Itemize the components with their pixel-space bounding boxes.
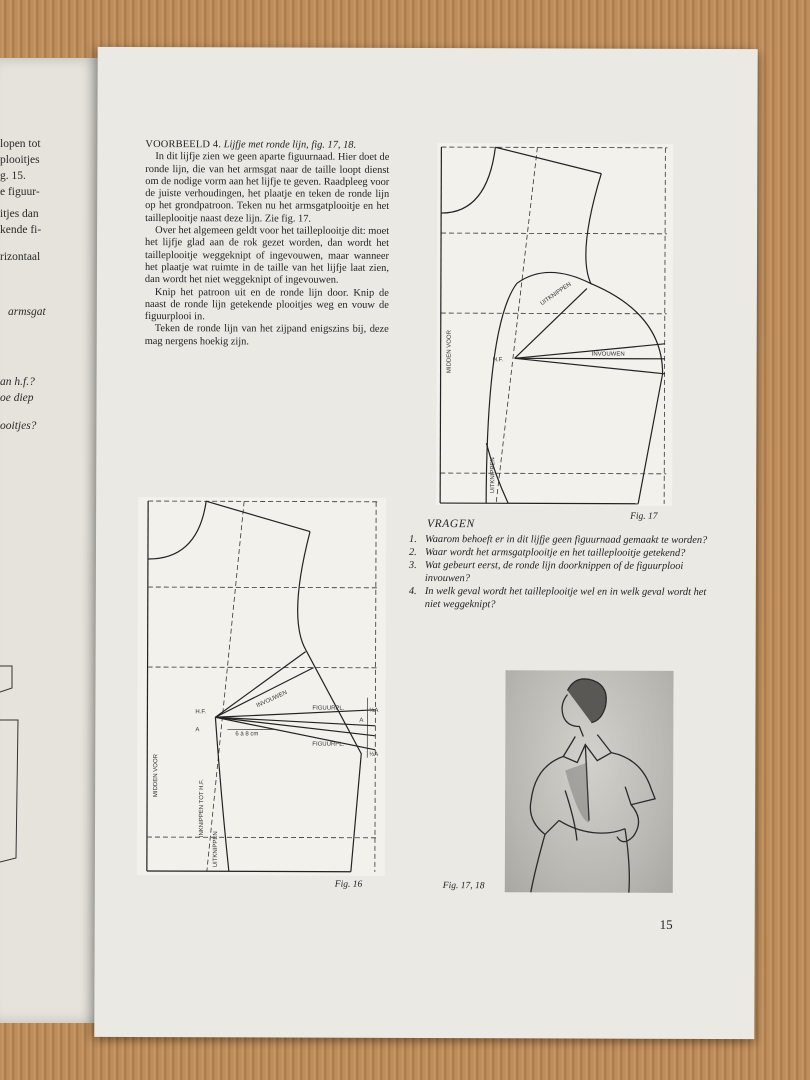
fig16-label: INKNIPPEN TOT H.F. [198,779,206,838]
fig16-label: ½A [369,707,379,714]
fig16-label: MIDDEN VOOR [153,754,160,798]
fig16-caption: Fig. 16 [334,879,363,890]
question-item: 2. Waar wordt het armsgatplooitje en het tailleplooitje getekend? [408,546,686,559]
left-page [0,58,104,1023]
fig17-label: UITKNIPPEN [539,281,573,308]
left-fragment: ooitjes? [0,420,37,432]
left-fragment: an h.f.? [0,376,35,388]
fig16-label: FIGUURPL. [312,705,345,712]
left-fragment: itjes dan [0,208,39,220]
section-heading: VOORBEELD 4. [145,139,222,151]
paragraph: Over het algemeen geldt voor het tailleplooitje dit: moet het lijfje glad aan de rok gezet worden, dan wordt het tailleplooitje weggeknipt of ingevouwen, maar wanneer het plaatje wat ruimte in de taille van het lijfje laat zien, dan wordt het niet weggeknipt of ingevouwen. [144,225,390,286]
left-fragment: lopen tot [0,138,41,150]
left-fragment: rizontaal [0,251,41,263]
left-fragment: oe diep [0,392,34,404]
fig17-label: UITKNIPPEN [490,457,497,494]
left-diagram-fragment [0,658,20,868]
fig17-caption: Fig. 17 [630,511,658,522]
fig16-label: 6 à 8 cm [235,731,259,738]
fig17-label: H.F. [492,357,504,364]
fig16-label: A [359,717,364,724]
left-fragment: armsgat [8,306,46,318]
photo-caption: Fig. 17, 18 [442,881,485,892]
left-fragment: e figuur- [0,186,40,198]
section-heading-line [145,139,389,152]
fig16-label: ½A [369,751,379,758]
book-page [94,47,757,1039]
page-number: 15 [659,916,673,932]
paragraph: In dit lijfje zien we geen aparte figuurnaad. Hier doet de ronde lijn, die van het armsgat naar de taille loopt dienst om de nodige vorm aan het lijfje te geven. Raadpleeg voor de juiste verhoudingen, het plaatje en teken de ronde lijn op het grondpatroon. Teken nu het armsgatplooitje en het tailleplooitje naast deze lijn. Zie fig. 17. [145,151,390,225]
fig16-label: A [195,727,200,734]
fig16-label: H.F. [195,709,207,716]
fig17-label: MIDDEN VOOR [446,330,453,374]
fig16-label: FIGUURPL. [312,741,345,748]
figure-17 [436,143,673,506]
question-item: 4. In welk geval wordt het tailleplooitje wel en in welk geval wordt het niet weggeknipt? [408,585,707,611]
question-item: 1. Waarom behoeft er in dit lijfje geen figuurnaad gemaakt te worden? [408,533,708,546]
fig17-label: INVOUWEN [591,351,625,358]
figure-16 [137,497,386,876]
fig16-label: INVOUWEN [255,689,289,710]
paragraph: Knip het patroon uit en de ronde lijn door. Knip de naast de ronde lijn getekende plooitjes weg en vouw de figuurplooi in. [144,286,389,323]
fig16-label: UITKNIPPEN [212,831,219,868]
questions [409,518,709,612]
paragraph: Teken de ronde lijn van het zijpand enigszins bij, deze mag nergens hoekig zijn. [144,323,389,348]
questions-title: VRAGEN [427,518,475,531]
section-subheading: Lijfje met ronde lijn, fig. 17, 18. [223,139,357,151]
fashion-illustration [505,670,674,893]
question-item: 3. Wat gebeurt eerst, de ronde lijn doorknippen of de figuurplooi invouwen? [408,559,684,585]
left-fragment: kende fi- [0,224,42,236]
left-fragment: g. 15. [0,170,26,182]
section-text [145,139,390,349]
left-fragment: plooitjes [0,154,40,166]
